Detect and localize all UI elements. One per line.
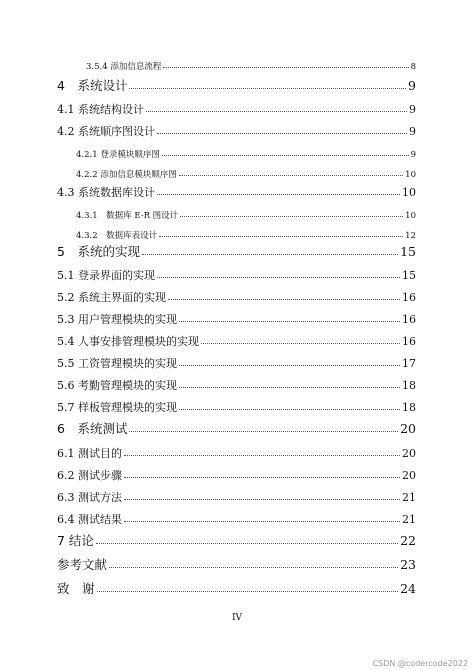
toc-entry-page: 18 (402, 401, 416, 414)
toc-entry-label: 4 系统设计 (57, 77, 128, 93)
toc-entry (0, 553, 416, 571)
toc-entry (0, 351, 416, 369)
dot-leader (146, 111, 407, 112)
toc-entry-label: 4.2.1 登录模块顺序图 (76, 149, 160, 160)
toc-entry-label: 5.7 样板管理模块的实现 (57, 401, 177, 414)
dot-leader (124, 455, 400, 456)
toc-entry (0, 373, 416, 391)
toc-entry-label: 5.5 工资管理模块的实现 (57, 357, 177, 370)
toc-entry-label: 6 系统测试 (57, 420, 128, 436)
toc-entry-page: 12 (405, 230, 416, 241)
toc-entry (0, 441, 416, 459)
dot-leader (129, 88, 406, 89)
toc-entry-page: 20 (402, 447, 416, 460)
toc-entry-page: 22 (400, 532, 416, 548)
toc-entry-label: 参考文献 (57, 556, 108, 572)
toc-entry-page: 21 (402, 513, 416, 526)
toc-entry-page: 9 (409, 103, 416, 116)
toc-entry-page: 8 (410, 61, 416, 72)
toc-entry-label: 4.3.2 数据库表设计 (76, 230, 158, 241)
toc-entry-page: 20 (402, 469, 416, 482)
dot-leader (159, 236, 403, 237)
toc-entry (0, 507, 416, 525)
toc-entry-label: 6.3 测试方法 (57, 491, 122, 504)
dot-leader (179, 387, 400, 388)
toc-entry (0, 202, 416, 220)
dot-leader (179, 175, 403, 176)
toc-entry (0, 463, 416, 481)
dot-leader (124, 477, 400, 478)
dot-leader (168, 299, 400, 300)
dot-leader (129, 431, 398, 432)
toc-entry-page: 9 (408, 77, 416, 93)
toc-entry-page: 24 (400, 580, 416, 596)
dot-leader (162, 155, 409, 156)
toc-entry-label: 6.1 测试目的 (57, 447, 122, 460)
toc-entry (0, 577, 416, 595)
dot-leader (163, 67, 408, 68)
toc-entry-label: 4.2.2 添加信息模块顺序图 (76, 169, 177, 180)
dot-leader (179, 409, 400, 410)
dot-leader (96, 543, 398, 544)
toc-entry-page: 15 (402, 269, 416, 282)
toc-entry (0, 285, 416, 303)
dot-leader (97, 591, 399, 592)
dot-leader (142, 254, 398, 255)
toc-entry-page: 9 (409, 125, 416, 138)
toc-entry (0, 161, 416, 179)
toc-entry (0, 222, 416, 240)
toc-entry-label: 6.2 测试步骤 (57, 469, 122, 482)
toc-entry-page: 20 (400, 420, 416, 436)
dot-leader (124, 499, 400, 500)
toc-entry (0, 97, 416, 115)
dot-leader (109, 567, 398, 568)
dot-leader (179, 365, 400, 366)
toc-entry-page: 18 (402, 379, 416, 392)
toc-entry-page: 15 (400, 243, 416, 259)
toc-entry (0, 240, 416, 258)
toc-entry-label: 致 谢 (57, 580, 95, 596)
toc-entry (0, 529, 416, 547)
toc-entry-page: 16 (402, 335, 416, 348)
toc-entry-page: 17 (402, 357, 416, 370)
toc-entry-label: 5.6 考勤管理模块的实现 (57, 379, 177, 392)
dot-leader (157, 194, 400, 195)
page-number: IV (231, 613, 243, 623)
dot-leader (157, 277, 400, 278)
toc-entry-label: 4.3 系统数据库设计 (57, 186, 155, 199)
toc-entry-page: 10 (402, 186, 416, 199)
toc-entry (0, 263, 416, 281)
toc-entry (0, 485, 416, 503)
toc-entry-label: 4.3.1 数据库 E-R 图设计 (76, 210, 179, 221)
toc-entry-page: 16 (402, 291, 416, 304)
toc-entry-page: 10 (405, 169, 416, 180)
toc-entry-label: 5.4 人事安排管理模块的实现 (57, 335, 199, 348)
toc-entry-label: 4.2 系统顺序图设计 (57, 125, 155, 138)
toc-entry-page: 21 (402, 491, 416, 504)
toc-entry (0, 395, 416, 413)
toc-entry (0, 417, 416, 435)
toc-entry (0, 307, 416, 325)
toc-entry (0, 329, 416, 347)
dot-leader (201, 343, 400, 344)
dot-leader (157, 133, 407, 134)
toc-entry (0, 53, 416, 71)
dot-leader (180, 216, 403, 217)
watermark: CSDN @codercode2022 (372, 659, 468, 668)
toc-entry-page: 9 (410, 149, 416, 160)
toc-entry-label: 5.3 用户管理模块的实现 (57, 313, 177, 326)
toc-entry (0, 141, 416, 159)
dot-leader (124, 521, 400, 522)
toc-entry (0, 74, 416, 92)
toc-entry-label: 6.4 测试结果 (57, 513, 122, 526)
toc-entry-label: 7 结论 (57, 532, 94, 548)
toc-entry-label: 5.2 系统主界面的实现 (57, 291, 166, 304)
toc-entry-page: 23 (400, 556, 416, 572)
toc-entry-label: 3.5.4 添加信息流程 (86, 61, 162, 72)
toc-entry-label: 4.1 系统结构设计 (57, 103, 144, 116)
toc-entry-label: 5 系统的实现 (57, 243, 140, 259)
toc-entry (0, 180, 416, 198)
toc-entry (0, 119, 416, 137)
dot-leader (179, 321, 400, 322)
toc-entry-label: 5.1 登录界面的实现 (57, 269, 155, 282)
toc-entry-page: 10 (405, 210, 416, 221)
toc-entry-page: 16 (402, 313, 416, 326)
